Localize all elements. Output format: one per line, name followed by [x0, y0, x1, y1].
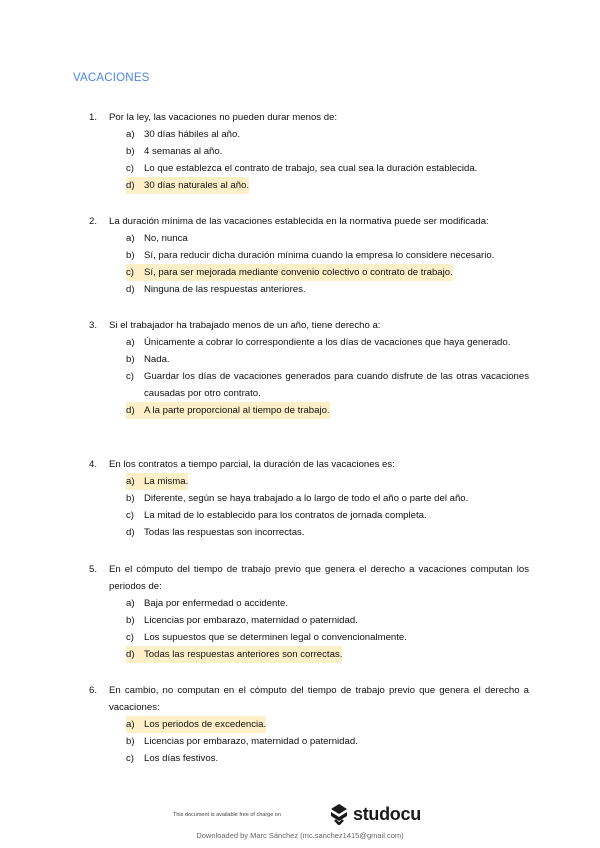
question-2	[89, 213, 529, 298]
question-text: En el cómputo del tiempo de trabajo previo que genera el derecho a vacaciones computan los periodos de:	[109, 564, 529, 592]
question-4	[89, 456, 529, 541]
option-b: b) Licencias por embarazo, maternidad o paternidad.	[126, 736, 358, 747]
option-d: d) Ninguna de las respuestas anteriores.	[126, 284, 306, 295]
option-c: c) La mitad de lo establecido para los contratos de jornada completa.	[126, 510, 427, 521]
option-c-correct: c) Sí, para ser mejorada mediante convenio colectivo o contrato de trabajo.	[126, 264, 529, 281]
studocu-logo[interactable]	[329, 803, 421, 825]
question-text: Por la ley, las vacaciones no pueden durar menos de:	[109, 112, 338, 123]
question-1	[89, 109, 529, 194]
option-b: b) 4 semanas al año.	[126, 146, 223, 157]
question-text: Si el trabajador ha trabajado menos de un año, tiene derecho a:	[109, 320, 381, 331]
page-title: VACACIONES	[73, 72, 150, 84]
option-c: c) Guardar los días de vacaciones generados para cuando disfrute de las otras vacaciones causadas por otro contrato.	[126, 371, 529, 399]
studocu-brand-text: studocu	[353, 803, 421, 824]
option-a-correct: a) Los periodos de excedencia.	[126, 716, 529, 733]
option-d: d) Todas las respuestas son incorrectas.	[126, 527, 305, 538]
question-number: 4.	[89, 459, 98, 470]
option-d-correct: d) 30 días naturales al año.	[126, 177, 529, 194]
question-3	[89, 317, 529, 419]
question-5	[89, 561, 529, 663]
question-text: En cambio, no computan en el cómputo del tiempo de trabajo previo que genera el derecho a vacaciones:	[109, 685, 529, 713]
question-number: 3.	[89, 320, 98, 331]
footer-downloaded-by: Downloaded by Marc Sánchez (mc.sanchez1415@gmail.com)	[196, 831, 404, 840]
question-6	[89, 682, 529, 767]
option-c: c) Lo que establezca el contrato de trabajo, sea cual sea la duración establecida.	[126, 163, 478, 174]
question-number: 6.	[89, 685, 98, 696]
question-number: 5.	[89, 564, 98, 575]
question-text: En los contratos a tiempo parcial, la duración de las vacaciones es:	[109, 459, 395, 470]
option-d-correct: d) A la parte proporcional al tiempo de trabajo.	[126, 402, 529, 419]
option-a: a) No, nunca	[126, 233, 188, 244]
question-number: 1.	[89, 112, 98, 123]
option-b: b) Sí, para reducir dicha duración mínima cuando la empresa lo considere necesario.	[126, 250, 495, 261]
option-c: c) Los supuestos que se determinen legal o convencionalmente.	[126, 632, 407, 643]
option-c: c) Los días festivos.	[126, 753, 219, 764]
option-a: a) 30 días hábiles al año.	[126, 129, 241, 140]
studocu-logo-icon	[329, 803, 349, 825]
question-number: 2.	[89, 216, 98, 227]
option-a: a) Baja por enfermedad o accidente.	[126, 598, 288, 609]
option-d-correct: d) Todas las respuestas anteriores son correctas.	[126, 646, 529, 663]
question-text: La duración mínima de las vacaciones establecida en la normativa puede ser modificada:	[109, 216, 489, 227]
option-a-correct: a) La misma.	[126, 473, 529, 490]
option-b: b) Nada.	[126, 354, 170, 365]
option-b: b) Licencias por embarazo, maternidad o paternidad.	[126, 615, 358, 626]
footer-availability-text: This document is available free of charge on	[173, 812, 281, 818]
option-b: b) Diferente, según se haya trabajado a lo largo de todo el año o parte del año.	[126, 493, 469, 504]
option-a: a) Únicamente a cobrar lo correspondiente a los días de vacaciones que haya generado.	[126, 337, 511, 348]
